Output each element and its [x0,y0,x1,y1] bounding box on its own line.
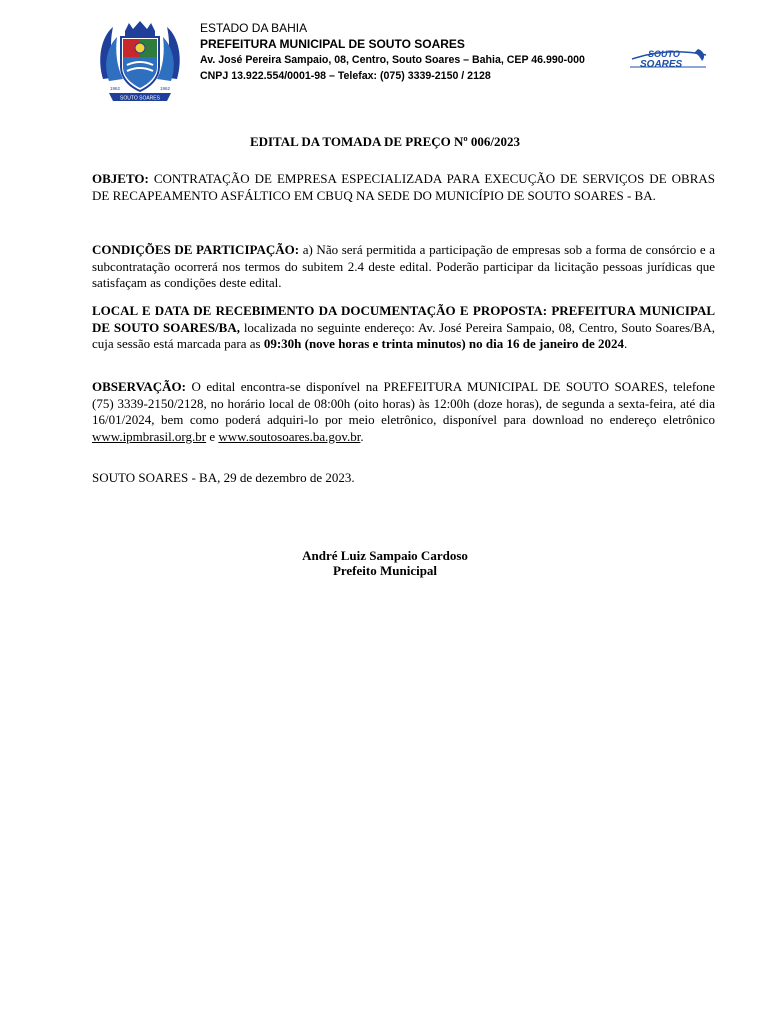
prefecture-name: PREFEITURA MUNICIPAL DE SOUTO SOARES [200,37,465,51]
document-title: EDITAL DA TOMADA DE PREÇO Nº 006/2023 [249,134,521,149]
municipal-crest-icon [95,19,185,105]
local-paragraph [92,303,715,353]
observacao-paragraph [92,379,715,445]
observacao-end: . [360,428,364,444]
local-datetime: 09:30h (nove horas e trinta minutos) no dia 16 de janeiro de 2024 [263,336,624,351]
condicoes-text: a) Não será permitida a participação de empresas sob a forma de consórcio e a subcontratação ocorrerá nos termos do subitem 2.4 deste edital. Poderão participar da licitação pessoas jurídicas que satisfaçam as condições deste edital. [92,242,715,290]
date-line: SOUTO SOARES - BA, 29 de dezembro de 2023. [92,470,355,485]
condicoes-paragraph [92,242,715,292]
signer-name: André Luiz Sampaio Cardoso [302,548,468,563]
logo-text-top: SOUTO [648,49,680,59]
ipm-link[interactable]: www.ipmbrasil.org.br [92,428,207,444]
state-name: ESTADO DA BAHIA [200,21,308,35]
prefecture-cnpj-phone: CNPJ 13.922.554/0001-98 – Telefax: (075) 3339-2150 / 2128 [200,70,491,82]
crest-ribbon-label: SOUTO SOARES [120,95,160,102]
local-period: . [623,336,628,351]
signature-block [0,548,770,578]
observacao-label: OBSERVAÇÃO: [92,379,186,394]
prefecture-address: Av. José Pereira Sampaio, 08, Centro, Souto Soares – Bahia, CEP 46.990-000 [200,54,585,66]
objeto-label: OBJETO: [92,171,149,186]
souto-soares-logo-icon [626,45,710,71]
local-text: localizada no seguinte endereço: Av. José Pereira Sampaio, 08, Centro, Souto Soares/BA, cuja sessão está marcada para as [92,319,715,351]
crest-right-year: 1962 [159,86,171,91]
condicoes-label: CONDIÇÕES DE PARTICIPAÇÃO: [92,242,300,257]
observacao-text: O edital encontra-se disponível na PREFEITURA MUNICIPAL DE SOUTO SOARES, telefone (75) 3339-2150/2128, no horário local de 08:00h (oito horas) às 12:00h (doze horas), de segunda a sexta-feira, até dia 16/01/2024, bem como poderá adquiri-lo por meio eletrônico, disponível para download no endereço eletrônico [92,379,715,427]
prefecture-site-link[interactable]: www.soutosoares.ba.gov.br [218,428,361,444]
objeto-paragraph [92,171,715,204]
signer-role: Prefeito Municipal [332,563,438,578]
logo-text-bottom: SOARES [640,59,683,70]
crest-left-year: 1962 [109,86,121,91]
letterhead [200,20,585,84]
objeto-text: CONTRATAÇÃO DE EMPRESA ESPECIALIZADA PARA EXECUÇÃO DE SERVIÇOS DE OBRAS DE RECAPEAMENTO ASFÁLTICO EM CBUQ NA SEDE DO MUNICÍPIO DE SOUTO SOARES - BA. [92,171,715,203]
local-label: LOCAL E DATA DE RECEBIMENTO DA DOCUMENTAÇÃO E PROPOSTA: PREFEITURA MUNICIPAL DE SOUTO SOARES/BA, [92,303,715,335]
observacao-and: e [206,428,219,444]
